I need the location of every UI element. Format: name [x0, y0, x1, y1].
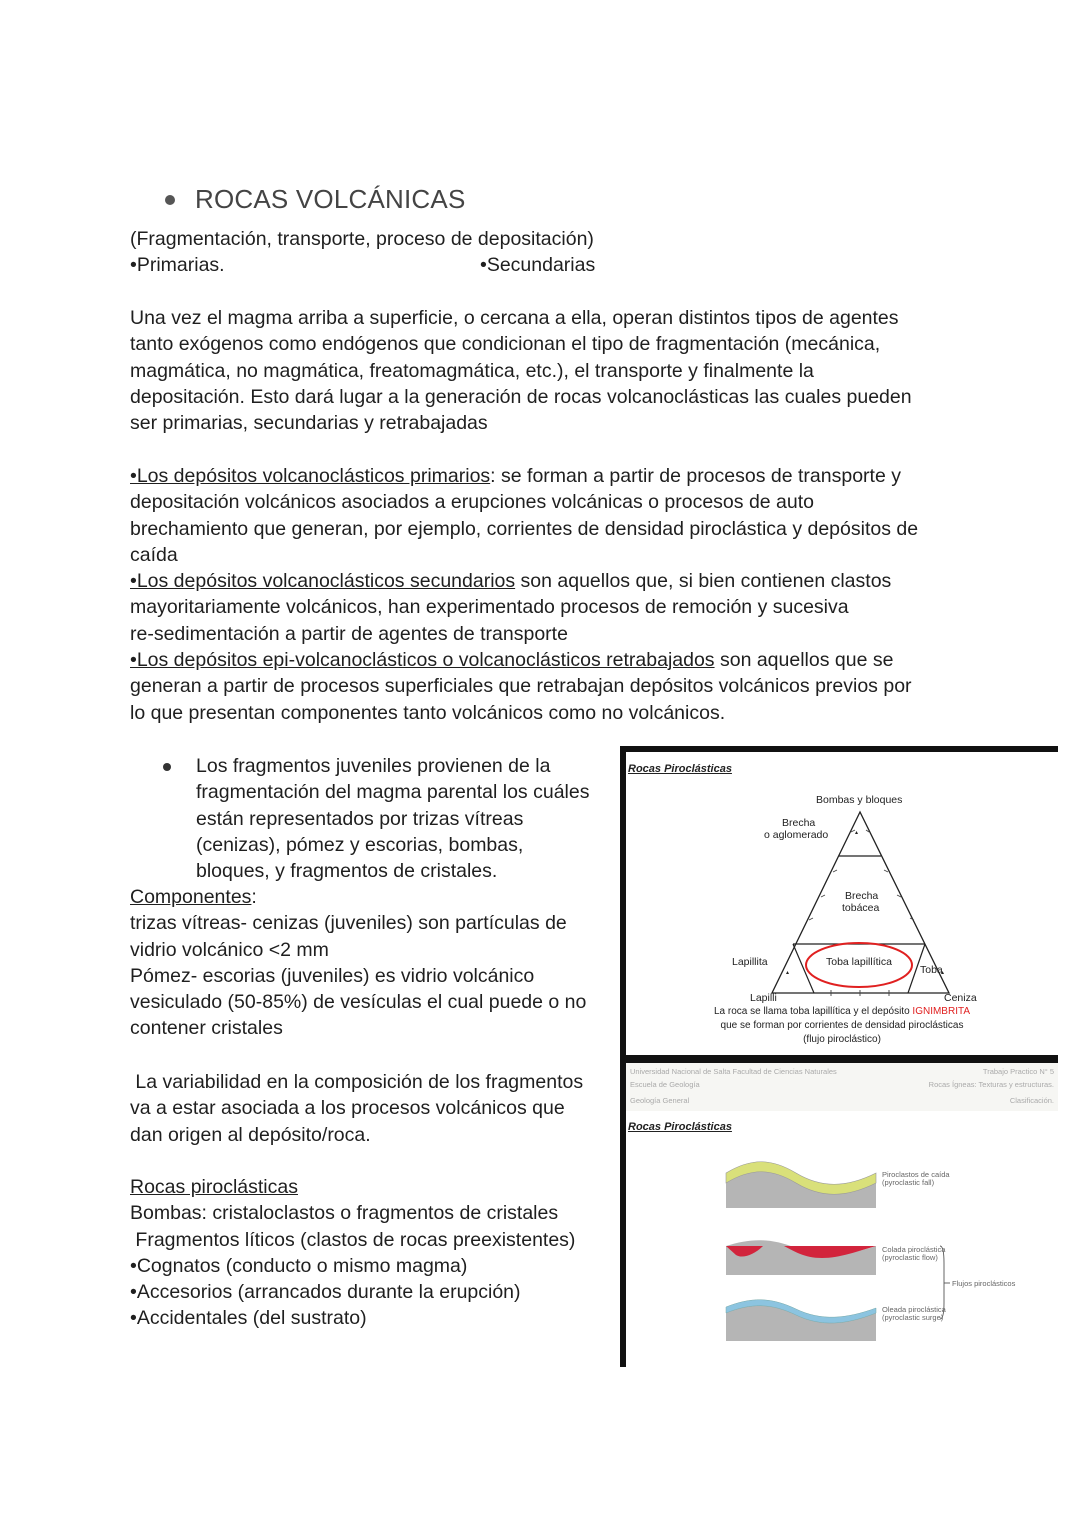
variabilidad-paragraph	[130, 1069, 583, 1148]
primarios-line: brechamiento que generan, por ejemplo, corrientes de densidad piroclástica y depósitos de	[130, 517, 919, 540]
bullet-dot	[165, 195, 175, 205]
flow-ground	[726, 1240, 876, 1275]
componentes-line: contener cristales	[130, 1017, 283, 1040]
juveniles-line: bloques, y fragmentos de cristales.	[196, 860, 498, 883]
label-toba: Toba	[920, 964, 943, 976]
label-lapilli: Lapilli	[750, 992, 777, 1004]
secundarios-line: mayoritariamente volcánicos, han experimentado procesos de remoción y sucesiva	[130, 596, 849, 619]
deposit-types-diagram	[626, 1063, 1058, 1367]
label-brecha-tobacea-1: Brecha	[845, 890, 879, 902]
retrabajados-text: son aquellos que se	[714, 649, 894, 672]
componentes-heading	[130, 884, 586, 910]
juveniles-bullet	[163, 753, 603, 888]
subtitle: (Fragmentación, transporte, proceso de depositación)	[130, 228, 594, 250]
juveniles-text	[196, 753, 589, 884]
intro-line: Una vez el magma arriba a superficie, o cercana a ella, operan distintos tipos de agentes	[130, 307, 899, 329]
primarios-title: •Los depósitos volcanoclásticos primarios	[130, 465, 491, 487]
header-university: Universidad Nacional de Salta Facultad de Ciencias Naturales	[630, 1067, 837, 1076]
label-surge-2: (pyroclastic surge)	[882, 1313, 944, 1322]
figure1-caption-2: que se forman por corrientes de densidad piroclásticas	[720, 1020, 964, 1031]
piroclasticas-line: Fragmentos líticos (clastos de rocas preexistentes)	[130, 1228, 576, 1251]
deposit-definitions	[130, 463, 918, 726]
label-flow-2: (pyroclastic flow)	[882, 1253, 938, 1262]
label-bombas-bloques: Bombas y bloques	[816, 794, 903, 806]
type-secundarias: •Secundarias	[480, 254, 596, 276]
label-brecha-tobacea-2: tobácea	[842, 902, 880, 914]
piroclasticas-line: •Accidentales (del sustrato)	[130, 1307, 367, 1330]
label-ceniza: Ceniza	[944, 992, 977, 1004]
variabilidad-line: dan origen al depósito/roca.	[130, 1123, 371, 1146]
caption-ignimbrita: IGNIMBRITA	[912, 1006, 971, 1017]
secundarios-text: son aquellos que, si bien contienen clastos	[515, 570, 892, 593]
retrabajados-line: lo que presentan componentes tanto volcánicos como no volcánicos.	[130, 701, 726, 724]
juveniles-line: están representados por trizas vítreas	[196, 807, 524, 830]
piroclasticas-line: •Cognatos (conducto o mismo magma)	[130, 1254, 468, 1277]
figure1-caption-1	[626, 1006, 1058, 1017]
intro-line: tanto exógenos como endógenos que condicionan el tipo de fragmentación (mecánica,	[130, 333, 881, 356]
label-surge-1: Oleada piroclástica	[882, 1305, 946, 1314]
piroclasticas-title: Rocas piroclásticas	[130, 1176, 298, 1198]
componentes-section	[130, 884, 586, 1042]
componentes-line: Pómez- escorias (juveniles) es vidrio volcánico	[130, 964, 535, 987]
primarios-text: : se forman a partir de procesos de transporte y	[490, 465, 901, 487]
secundarios-first-line	[130, 568, 918, 594]
label-flow-1: Colada piroclástica	[882, 1245, 946, 1254]
figure1-caption-3: (flujo piroclástico)	[803, 1034, 881, 1045]
type-primarias: •Primarias.	[130, 254, 225, 276]
label-flujos: Flujos piroclásticos	[952, 1279, 1016, 1288]
figure1-title: Rocas Piroclásticas	[628, 763, 732, 775]
componentes-line: trizas vítreas- cenizas (juveniles) son partículas de	[130, 912, 567, 935]
piroclasticas-section	[130, 1174, 575, 1332]
variabilidad-line: va a estar asociada a los procesos volcánicos que	[130, 1097, 565, 1120]
ternary-diagram-figure	[626, 752, 1058, 1055]
header-school: Escuela de Geología	[630, 1080, 700, 1089]
label-fall-1: Piroclastos de caída	[882, 1170, 950, 1179]
secundarios-line: re-sedimentación a partir de agentes de transporte	[130, 622, 568, 645]
intro-paragraph	[130, 305, 912, 436]
juveniles-line: Los fragmentos juveniles provienen de la	[196, 755, 551, 777]
primarios-line: caída	[130, 543, 178, 566]
piroclasticas-line: •Accesorios (arrancados durante la erupción)	[130, 1281, 521, 1304]
secundarios-title: •Los depósitos volcanoclásticos secundarios	[130, 570, 516, 593]
colon: :	[251, 886, 257, 908]
figure-divider	[626, 1055, 1058, 1063]
juveniles-line: fragmentación del magma parental los cuáles	[196, 781, 590, 804]
retrabajados-line: generan a partir de procesos superficiales que retrabajan depósitos volcánicos previos por	[130, 675, 912, 698]
intro-line: depositación. Esto dará lugar a la generación de rocas volcanoclásticas las cuales pueden	[130, 385, 912, 408]
label-fall-2: (pyroclastic fall)	[882, 1178, 935, 1187]
label-aglomerado: o aglomerado	[764, 829, 829, 841]
juveniles-line: (cenizas), pómez y escorias, bombas,	[196, 833, 524, 856]
section-heading	[165, 184, 466, 215]
primarios-line: depositación volcánicos asociados a erupciones volcánicas o procesos de auto	[130, 491, 815, 514]
figure2-title: Rocas Piroclásticas	[628, 1121, 732, 1133]
label-brecha: Brecha	[782, 817, 816, 829]
intro-line: magmática, no magmática, freatomagmática, etc.), el transporte y finalmente la	[130, 359, 814, 382]
piroclasticas-line: Bombas: cristaloclastos o fragmentos de cristales	[130, 1202, 559, 1225]
bullet-dot	[163, 763, 171, 771]
label-lapillita: Lapillita	[732, 956, 768, 968]
retrabajados-first-line	[130, 647, 918, 673]
variabilidad-line: La variabilidad en la composición de los fragmentos	[130, 1071, 584, 1093]
header-topic: Rocas Ígneas: Texturas y estructuras.	[928, 1080, 1054, 1089]
intro-line: ser primarias, secundarias y retrabajadas	[130, 412, 488, 435]
section-title: ROCAS VOLCÁNICAS	[195, 184, 466, 214]
caption-text: La roca se llama toba lapillítica y el depósito	[713, 1006, 913, 1017]
componentes-line: vesiculado (50-85%) de vesículas el cual puede o no	[130, 991, 587, 1014]
ternary-divider-left	[793, 944, 814, 993]
componentes-title: Componentes	[130, 886, 252, 908]
deposit-types-figure	[626, 1063, 1058, 1367]
header-practico: Trabajo Practico N° 5	[982, 1067, 1054, 1076]
header-classification: Clasificación.	[1009, 1096, 1054, 1105]
componentes-line: vidrio volcánico <2 mm	[130, 938, 329, 961]
primarios-first-line	[130, 463, 918, 489]
header-course: Geología General	[630, 1096, 690, 1105]
retrabajados-title: •Los depósitos epi-volcanoclásticos o volcanoclásticos retrabajados	[130, 649, 715, 672]
label-toba-lapillitica: Toba lapillítica	[826, 956, 892, 968]
